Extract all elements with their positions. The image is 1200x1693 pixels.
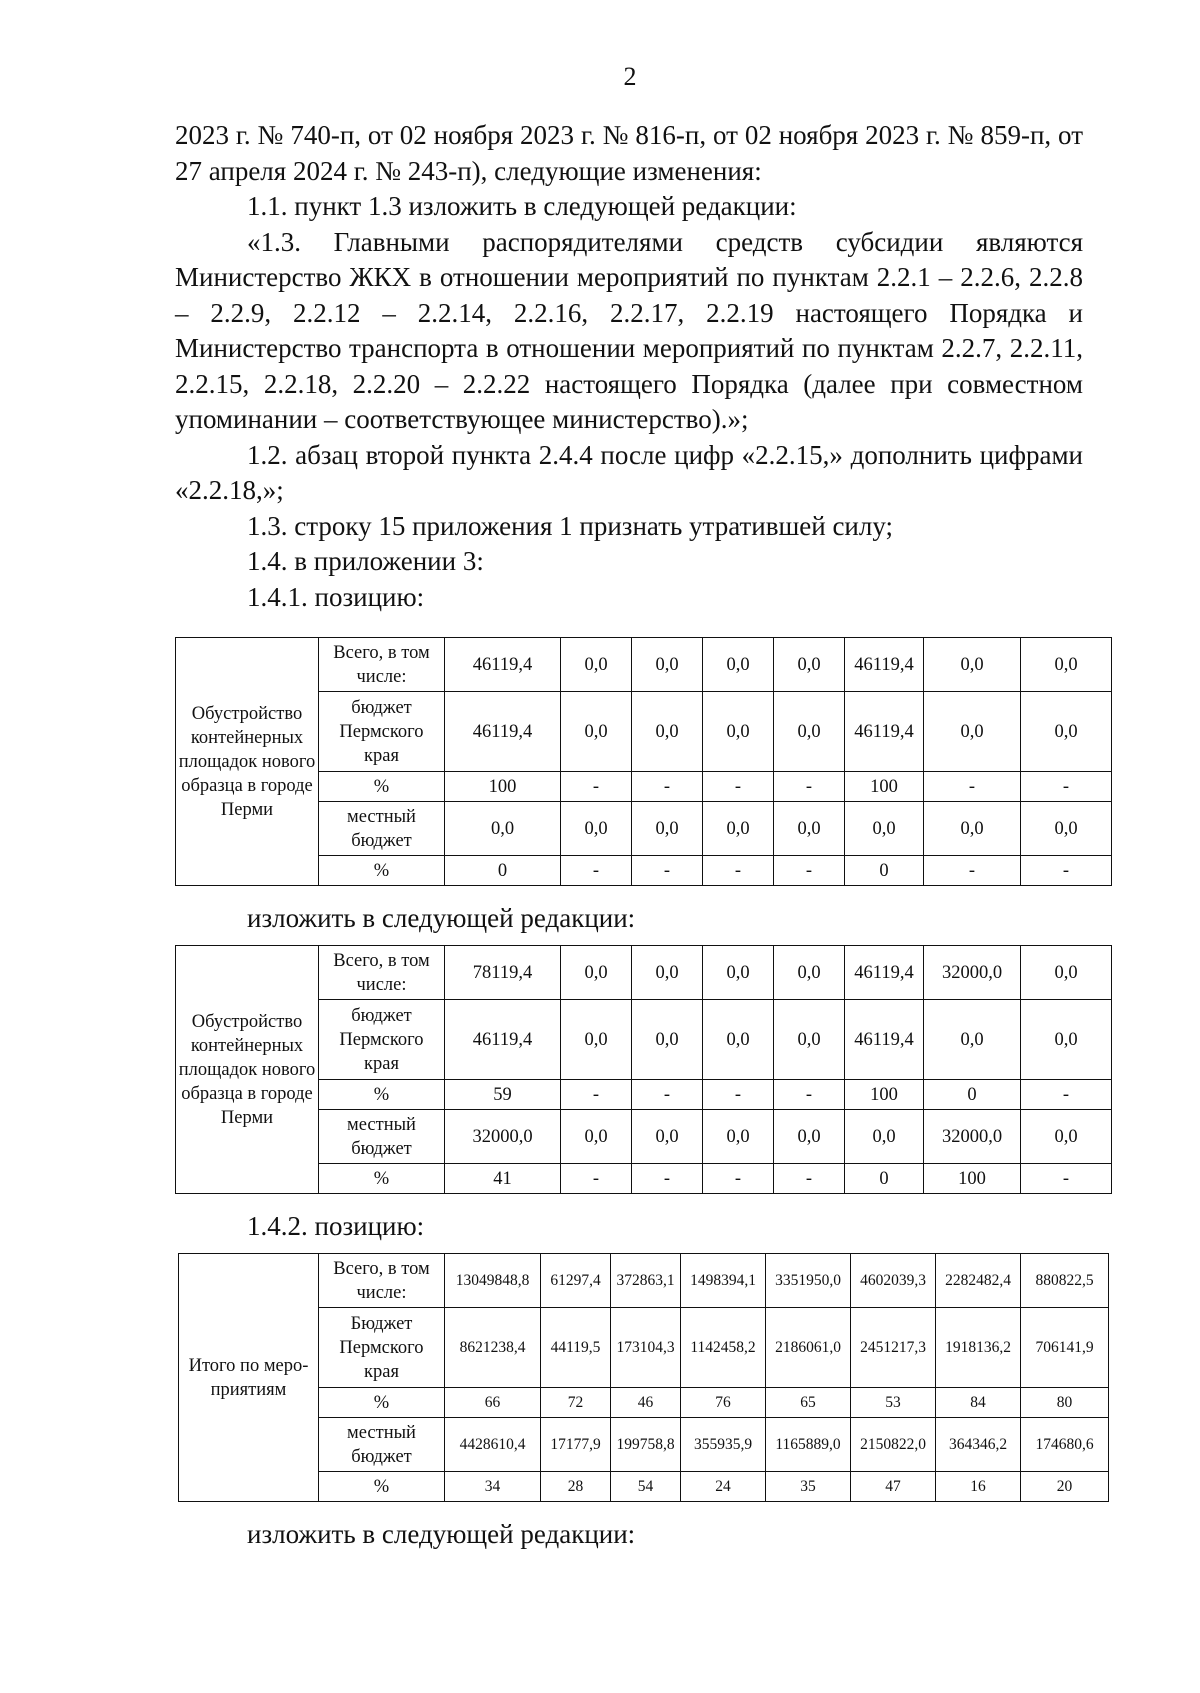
value-cell: - bbox=[703, 772, 774, 802]
value-cell: 0,0 bbox=[703, 1110, 774, 1164]
value-cell: - bbox=[561, 772, 632, 802]
value-cell: 100 bbox=[845, 772, 924, 802]
value-cell: 46119,4 bbox=[845, 692, 924, 772]
value-cell: 0,0 bbox=[561, 1000, 632, 1080]
value-cell: 47 bbox=[851, 1472, 936, 1502]
value-cell: 24 bbox=[681, 1472, 766, 1502]
value-cell: 0,0 bbox=[774, 802, 845, 856]
text-before-table3: 1.4.2. позицию: bbox=[247, 1211, 425, 1241]
value-cell: - bbox=[703, 1164, 774, 1194]
text-after-table3: изложить в следующей редакции: bbox=[247, 1519, 636, 1549]
value-cell: 34 bbox=[445, 1472, 541, 1502]
value-cell: 46119,4 bbox=[445, 692, 561, 772]
paragraph-1-3: 1.3. строку 15 приложения 1 признать утратившей силу; bbox=[247, 510, 893, 541]
value-cell: 0,0 bbox=[561, 692, 632, 772]
value-cell: 46 bbox=[611, 1388, 681, 1418]
value-cell: 28 bbox=[541, 1472, 611, 1502]
value-cell: 16 bbox=[936, 1472, 1021, 1502]
value-cell: 61297,4 bbox=[541, 1254, 611, 1308]
row-label-cell: % bbox=[319, 772, 445, 802]
value-cell: 0 bbox=[845, 1164, 924, 1194]
page-number: 2 bbox=[623, 62, 637, 91]
row-label-cell: Бюджет Пермского края bbox=[319, 1308, 445, 1388]
row-label-cell: местный бюджет bbox=[319, 1418, 445, 1472]
table-row bbox=[179, 1254, 1109, 1308]
value-cell: 706141,9 bbox=[1021, 1308, 1109, 1388]
value-cell: - bbox=[561, 1080, 632, 1110]
row-label-cell: Всего, в том числе: bbox=[319, 638, 445, 692]
document-body bbox=[175, 118, 1083, 615]
value-cell: 0,0 bbox=[924, 692, 1021, 772]
row-label-cell: % bbox=[319, 1472, 445, 1502]
row-label-cell: Всего, в том числе: bbox=[319, 1254, 445, 1308]
value-cell: 59 bbox=[445, 1080, 561, 1110]
value-cell: - bbox=[774, 772, 845, 802]
value-cell: 0,0 bbox=[632, 946, 703, 1000]
measure-name-cell: Обустройство контейнерных площадок нового образца в городе Перми bbox=[176, 946, 319, 1194]
value-cell: 0 bbox=[845, 856, 924, 886]
value-cell: 46119,4 bbox=[845, 1000, 924, 1080]
value-cell: - bbox=[703, 1080, 774, 1110]
value-cell: 0 bbox=[924, 1080, 1021, 1110]
value-cell: 0,0 bbox=[703, 946, 774, 1000]
table-position-new bbox=[175, 945, 1112, 1194]
value-cell: 20 bbox=[1021, 1472, 1109, 1502]
table-row bbox=[176, 638, 1112, 692]
value-cell: - bbox=[774, 1080, 845, 1110]
paragraph-1-4: 1.4. в приложении 3: bbox=[247, 546, 484, 576]
value-cell: 0,0 bbox=[774, 692, 845, 772]
row-label-cell: Всего, в том числе: bbox=[319, 946, 445, 1000]
value-cell: 0,0 bbox=[774, 946, 845, 1000]
row-label-cell: % bbox=[319, 1164, 445, 1194]
value-cell: 32000,0 bbox=[924, 946, 1021, 1000]
value-cell: 1165889,0 bbox=[766, 1418, 851, 1472]
value-cell: 66 bbox=[445, 1388, 541, 1418]
value-cell: 0 bbox=[445, 856, 561, 886]
row-label-cell: % bbox=[319, 1388, 445, 1418]
value-cell: 372863,1 bbox=[611, 1254, 681, 1308]
value-cell: 0,0 bbox=[703, 1000, 774, 1080]
value-cell: 4428610,4 bbox=[445, 1418, 541, 1472]
table-row bbox=[179, 1308, 1109, 1388]
value-cell: 46119,4 bbox=[845, 946, 924, 1000]
value-cell: 0,0 bbox=[632, 802, 703, 856]
value-cell: 0,0 bbox=[1021, 1110, 1112, 1164]
value-cell: 174680,6 bbox=[1021, 1418, 1109, 1472]
value-cell: 0,0 bbox=[561, 802, 632, 856]
value-cell: 0,0 bbox=[1021, 946, 1112, 1000]
value-cell: 54 bbox=[611, 1472, 681, 1502]
table-position-current bbox=[175, 637, 1112, 886]
value-cell: 35 bbox=[766, 1472, 851, 1502]
value-cell: 0,0 bbox=[774, 1110, 845, 1164]
value-cell: 0,0 bbox=[924, 1000, 1021, 1080]
row-label-cell: местный бюджет bbox=[319, 1110, 445, 1164]
value-cell: - bbox=[703, 856, 774, 886]
measure-name-cell: Итого по меро-приятиям bbox=[179, 1254, 319, 1502]
value-cell: 0,0 bbox=[1021, 638, 1112, 692]
value-cell: - bbox=[1021, 1164, 1112, 1194]
value-cell: - bbox=[632, 1164, 703, 1194]
value-cell: 880822,5 bbox=[1021, 1254, 1109, 1308]
row-label-cell: бюджет Пермского края bbox=[319, 1000, 445, 1080]
value-cell: 1918136,2 bbox=[936, 1308, 1021, 1388]
table-row bbox=[179, 1418, 1109, 1472]
value-cell: 41 bbox=[445, 1164, 561, 1194]
value-cell: - bbox=[1021, 1080, 1112, 1110]
value-cell: 44119,5 bbox=[541, 1308, 611, 1388]
row-label-cell: местный бюджет bbox=[319, 802, 445, 856]
value-cell: - bbox=[632, 1080, 703, 1110]
value-cell: 13049848,8 bbox=[445, 1254, 541, 1308]
value-cell: 1142458,2 bbox=[681, 1308, 766, 1388]
value-cell: - bbox=[1021, 772, 1112, 802]
value-cell: 0,0 bbox=[632, 692, 703, 772]
value-cell: 53 bbox=[851, 1388, 936, 1418]
value-cell: - bbox=[561, 1164, 632, 1194]
value-cell: 0,0 bbox=[924, 638, 1021, 692]
table-row bbox=[176, 946, 1112, 1000]
paragraph-1-1: 1.1. пункт 1.3 изложить в следующей редакции: bbox=[247, 191, 797, 221]
value-cell: 46119,4 bbox=[445, 1000, 561, 1080]
value-cell: 0,0 bbox=[632, 1110, 703, 1164]
table-totals-current bbox=[178, 1253, 1109, 1502]
value-cell: 0,0 bbox=[1021, 802, 1112, 856]
table-row bbox=[179, 1472, 1109, 1502]
value-cell: 0,0 bbox=[561, 638, 632, 692]
measure-name-cell: Обустройство контейнерных площадок нового образца в городе Перми bbox=[176, 638, 319, 886]
value-cell: - bbox=[924, 772, 1021, 802]
value-cell: 100 bbox=[445, 772, 561, 802]
value-cell: 32000,0 bbox=[445, 1110, 561, 1164]
value-cell: 0,0 bbox=[632, 638, 703, 692]
value-cell: 4602039,3 bbox=[851, 1254, 936, 1308]
value-cell: 0,0 bbox=[632, 1000, 703, 1080]
paragraph-1-2: 1.2. абзац второй пункта 2.4.4 после цифр «2.2.15,» дополнить цифрами «2.2.18,»; bbox=[175, 439, 1083, 505]
value-cell: 199758,8 bbox=[611, 1418, 681, 1472]
value-cell: 32000,0 bbox=[924, 1110, 1021, 1164]
value-cell: 355935,9 bbox=[681, 1418, 766, 1472]
text-after-table1: изложить в следующей редакции: bbox=[247, 903, 636, 933]
value-cell: - bbox=[632, 772, 703, 802]
value-cell: - bbox=[632, 856, 703, 886]
value-cell: 46119,4 bbox=[845, 638, 924, 692]
value-cell: - bbox=[774, 1164, 845, 1194]
value-cell: 2186061,0 bbox=[766, 1308, 851, 1388]
value-cell: 17177,9 bbox=[541, 1418, 611, 1472]
value-cell: 100 bbox=[924, 1164, 1021, 1194]
value-cell: 100 bbox=[845, 1080, 924, 1110]
value-cell: - bbox=[1021, 856, 1112, 886]
value-cell: 173104,3 bbox=[611, 1308, 681, 1388]
value-cell: 0,0 bbox=[845, 1110, 924, 1164]
value-cell: 0,0 bbox=[845, 802, 924, 856]
value-cell: 0,0 bbox=[561, 946, 632, 1000]
value-cell: 2150822,0 bbox=[851, 1418, 936, 1472]
value-cell: 72 bbox=[541, 1388, 611, 1418]
value-cell: 364346,2 bbox=[936, 1418, 1021, 1472]
value-cell: 2282482,4 bbox=[936, 1254, 1021, 1308]
value-cell: 2451217,3 bbox=[851, 1308, 936, 1388]
paragraph-1-4-1: 1.4.1. позицию: bbox=[247, 581, 425, 612]
value-cell: 0,0 bbox=[774, 638, 845, 692]
value-cell: - bbox=[774, 856, 845, 886]
paragraph-1-3-text: «1.3. Главными распорядителями средств субсидии являются Министерство ЖКХ в отношении мероприятий по пунктам 2.2.1 – 2.2.6, 2.2.8 – 2.2.9, 2.2.12 – 2.2.14, 2.2.16, 2.2.17, 2.2.19 настоящего Порядка и Министерство транспорта в отношении мероприятий по пунктам 2.2.7, 2.2.11, 2.2.15, 2.2.18, 2.2.20 – 2.2.22 настоящего Порядка (далее при совместном упоминании – соответствующее министерство).»; bbox=[175, 226, 1083, 434]
value-cell: 3351950,0 bbox=[766, 1254, 851, 1308]
value-cell: 0,0 bbox=[445, 802, 561, 856]
row-label-cell: % bbox=[319, 1080, 445, 1110]
value-cell: 0,0 bbox=[703, 638, 774, 692]
value-cell: 0,0 bbox=[924, 802, 1021, 856]
value-cell: 78119,4 bbox=[445, 946, 561, 1000]
value-cell: 65 bbox=[766, 1388, 851, 1418]
value-cell: 80 bbox=[1021, 1388, 1109, 1418]
value-cell: 0,0 bbox=[561, 1110, 632, 1164]
value-cell: - bbox=[924, 856, 1021, 886]
value-cell: 76 bbox=[681, 1388, 766, 1418]
value-cell: 0,0 bbox=[703, 692, 774, 772]
value-cell: 0,0 bbox=[703, 802, 774, 856]
value-cell: 8621238,4 bbox=[445, 1308, 541, 1388]
value-cell: 0,0 bbox=[774, 1000, 845, 1080]
value-cell: 84 bbox=[936, 1388, 1021, 1418]
value-cell: - bbox=[561, 856, 632, 886]
value-cell: 0,0 bbox=[1021, 1000, 1112, 1080]
paragraph-intro: 2023 г. № 740-п, от 02 ноября 2023 г. № 816-п, от 02 ноября 2023 г. № 859-п, от 27 апреля 2024 г. № 243-п), следующие изменения: bbox=[175, 120, 1083, 186]
value-cell: 0,0 bbox=[1021, 692, 1112, 772]
value-cell: 46119,4 bbox=[445, 638, 561, 692]
row-label-cell: бюджет Пермского края bbox=[319, 692, 445, 772]
row-label-cell: % bbox=[319, 856, 445, 886]
value-cell: 1498394,1 bbox=[681, 1254, 766, 1308]
table-row bbox=[179, 1388, 1109, 1418]
